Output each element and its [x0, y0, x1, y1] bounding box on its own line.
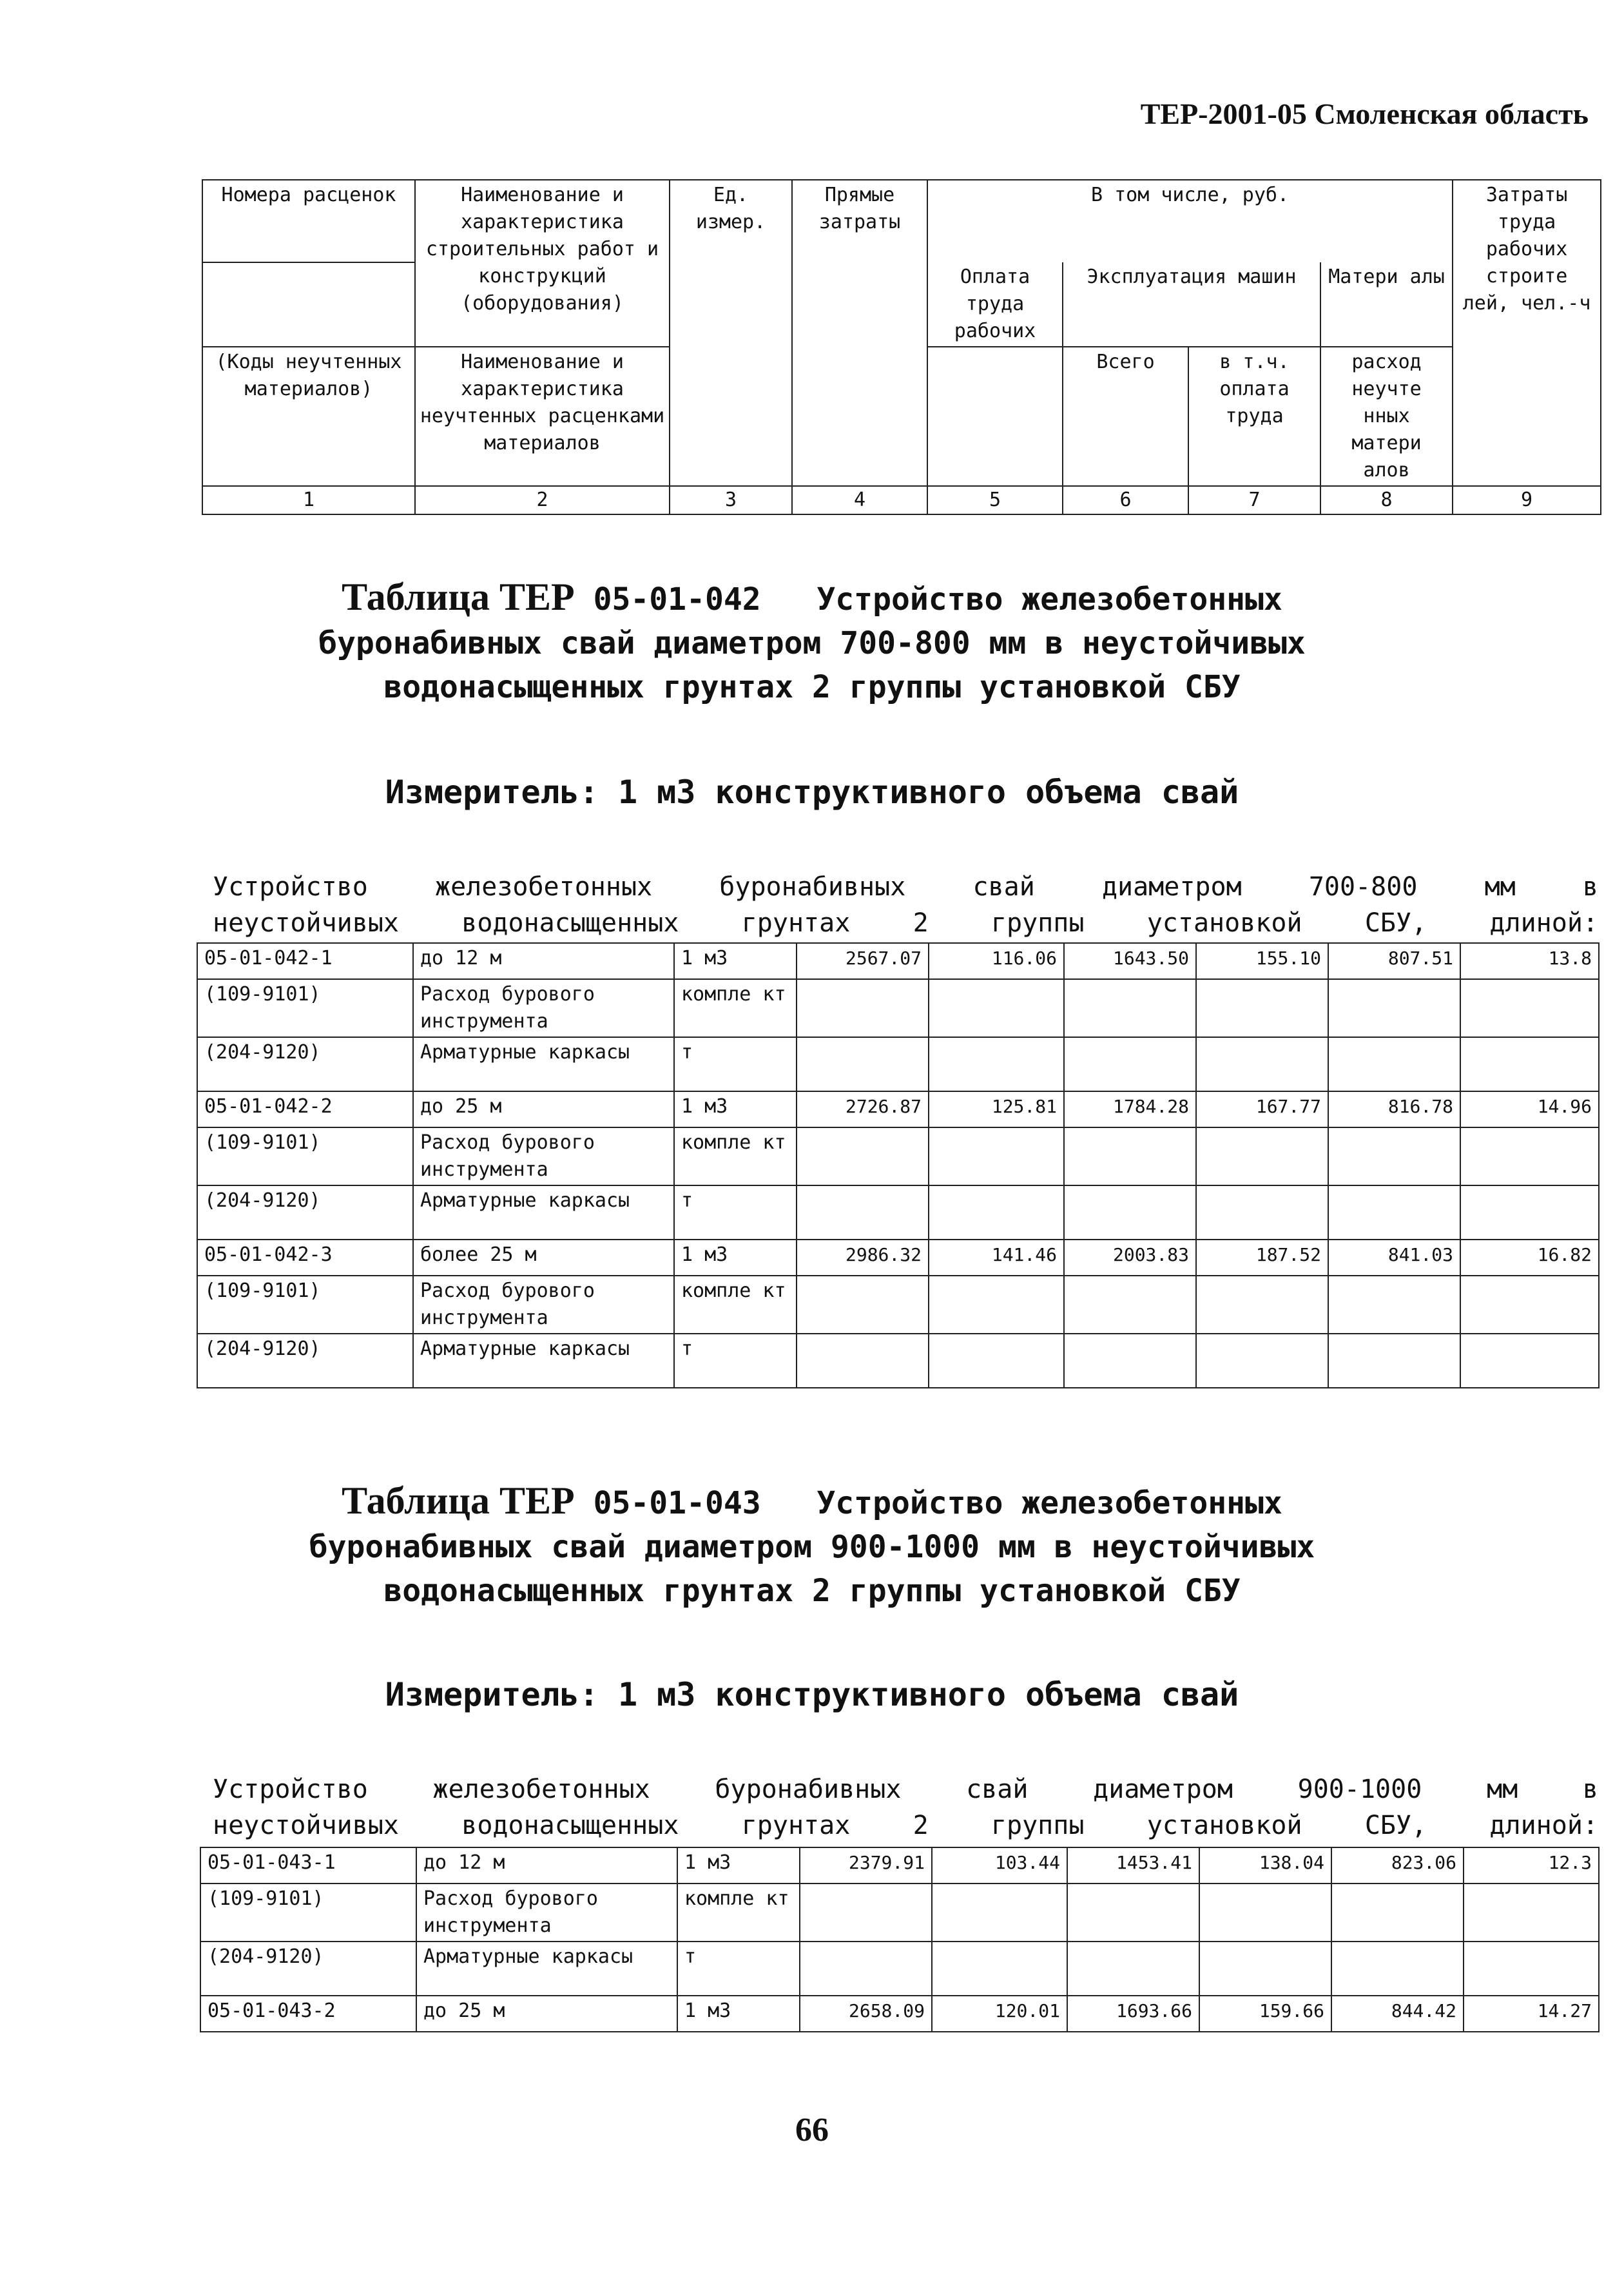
- section-description: [213, 869, 1598, 941]
- section-title: [0, 575, 1624, 709]
- cell-rate-code: (204-9120): [197, 1037, 413, 1091]
- table-row: [200, 1996, 1599, 2032]
- cell-labor-hours: [1464, 1884, 1599, 1942]
- hdr-work-name: Наименование и характеристика строительных работ и конструкций (оборудования): [415, 180, 670, 347]
- cell-item-name: Расход бурового инструмента: [416, 1884, 677, 1942]
- col-number: 7: [1188, 486, 1320, 514]
- cell-materials: [1331, 1884, 1464, 1942]
- cell-materials: [1328, 1127, 1460, 1185]
- cell-labor-hours: 16.82: [1460, 1240, 1599, 1276]
- cell-machine-labor: 187.52: [1196, 1240, 1328, 1276]
- col-number: 8: [1320, 486, 1453, 514]
- cell-machine-labor: [1196, 1037, 1328, 1091]
- cell-unit: компле кт: [674, 1276, 797, 1334]
- cell-direct-costs: [800, 1884, 932, 1942]
- cell-item-name: Расход бурового инструмента: [413, 1276, 674, 1334]
- col-number: 2: [415, 486, 670, 514]
- section-title: [0, 1479, 1624, 1613]
- cell-materials: [1328, 1037, 1460, 1091]
- cell-unit: т: [674, 1334, 797, 1388]
- cell-rate-code: 05-01-043-2: [200, 1996, 416, 2032]
- cell-unit: 1 м3: [674, 1091, 797, 1127]
- cell-unit: 1 м3: [674, 943, 797, 979]
- cell-machine-total: 1643.50: [1064, 943, 1196, 979]
- table-code: 05-01-042: [593, 581, 761, 618]
- cell-labor-hours: [1460, 1276, 1599, 1334]
- cell-labor-hours: [1460, 1127, 1599, 1185]
- cell-unit: компле кт: [677, 1884, 800, 1942]
- title-line: Устройство железобетонных: [817, 1485, 1282, 1521]
- cell-item-name: Расход бурового инструмента: [413, 1127, 674, 1185]
- hdr-machine-operation: Эксплуатация машин: [1063, 262, 1320, 347]
- table-prefix: Таблица ТЕР: [342, 576, 575, 618]
- cell-machine-total: [1064, 979, 1196, 1037]
- cell-labor-hours: 14.96: [1460, 1091, 1599, 1127]
- hdr-machine-labor: в т.ч. оплата труда: [1188, 347, 1320, 486]
- desc-line: неустойчивых водонасыщенных грунтах 2 группы установкой СБУ, длиной:: [213, 1811, 1598, 1840]
- cell-rate-code: 05-01-043-1: [200, 1847, 416, 1884]
- cell-item-name: более 25 м: [413, 1240, 674, 1276]
- cell-machine-labor: 138.04: [1199, 1847, 1331, 1884]
- cell-direct-costs: [797, 1037, 929, 1091]
- cell-rate-code: (109-9101): [197, 1127, 413, 1185]
- cell-direct-costs: [797, 979, 929, 1037]
- meter-line: Измеритель: 1 м3 конструктивного объема свай: [385, 1676, 1239, 1713]
- cell-direct-costs: [797, 1276, 929, 1334]
- title-line: буронабивных свай диаметром 900-1000 мм в неустойчивых: [309, 1529, 1315, 1565]
- cell-item-name: до 12 м: [416, 1847, 677, 1884]
- cell-unit: т: [674, 1185, 797, 1240]
- table-code: 05-01-043: [593, 1485, 761, 1521]
- cell-worker-pay: [929, 1334, 1064, 1388]
- cell-materials: 816.78: [1328, 1091, 1460, 1127]
- table-row: [200, 1942, 1599, 1996]
- desc-line: Устройство железобетонных буронабивных свай диаметром 900-1000 мм в: [213, 1775, 1598, 1804]
- cell-rate-code: (109-9101): [197, 979, 413, 1037]
- rates-table-042: [197, 942, 1600, 1388]
- meter-line: Измеритель: 1 м3 конструктивного объема свай: [385, 774, 1239, 811]
- cell-worker-pay: 103.44: [932, 1847, 1067, 1884]
- hdr-worker-pay: Оплата труда рабочих: [927, 262, 1063, 347]
- hdr-blank: [202, 262, 415, 347]
- col-number: 1: [202, 486, 415, 514]
- table-prefix: Таблица ТЕР: [342, 1479, 575, 1522]
- cell-item-name: Арматурные каркасы: [413, 1334, 674, 1388]
- cell-worker-pay: [929, 1185, 1064, 1240]
- cell-machine-labor: [1199, 1942, 1331, 1996]
- hdr-materials: Матери алы: [1320, 262, 1453, 347]
- col-number: 5: [927, 486, 1063, 514]
- col-number: 9: [1453, 486, 1601, 514]
- table-row: [197, 979, 1599, 1037]
- cell-machine-total: [1067, 1942, 1199, 1996]
- cell-item-name: Арматурные каркасы: [413, 1037, 674, 1091]
- cell-machine-labor: [1196, 1127, 1328, 1185]
- table-row: [200, 1847, 1599, 1884]
- cell-materials: [1328, 1185, 1460, 1240]
- cell-labor-hours: [1464, 1942, 1599, 1996]
- cell-materials: 807.51: [1328, 943, 1460, 979]
- table-row: [197, 1240, 1599, 1276]
- cell-rate-code: (109-9101): [197, 1276, 413, 1334]
- cell-unit: 1 м3: [677, 1996, 800, 2032]
- cell-materials: 823.06: [1331, 1847, 1464, 1884]
- table-row: [197, 1185, 1599, 1240]
- cell-labor-hours: [1460, 979, 1599, 1037]
- hdr-including: В том числе, руб.: [927, 180, 1453, 262]
- cell-worker-pay: [929, 979, 1064, 1037]
- hdr-unaccounted-materials: расход неучте нных матери алов: [1320, 347, 1453, 486]
- rates-table-043: [200, 1847, 1600, 2032]
- cell-machine-labor: 167.77: [1196, 1091, 1328, 1127]
- col-number: 6: [1063, 486, 1188, 514]
- cell-rate-code: 05-01-042-2: [197, 1091, 413, 1127]
- hdr-blank-5: [927, 347, 1063, 486]
- cell-unit: т: [674, 1037, 797, 1091]
- cell-machine-total: [1064, 1276, 1196, 1334]
- hdr-unit: Ед. измер.: [670, 180, 792, 486]
- cell-labor-hours: [1460, 1037, 1599, 1091]
- cell-direct-costs: 2986.32: [797, 1240, 929, 1276]
- cell-worker-pay: [929, 1037, 1064, 1091]
- cell-machine-total: [1064, 1185, 1196, 1240]
- cell-machine-total: [1064, 1127, 1196, 1185]
- cell-machine-labor: [1199, 1884, 1331, 1942]
- title-line: водонасыщенных грунтах 2 группы установкой СБУ: [383, 1573, 1241, 1609]
- cell-materials: 841.03: [1328, 1240, 1460, 1276]
- hdr-machine-total: Всего: [1063, 347, 1188, 486]
- cell-item-name: до 25 м: [413, 1091, 674, 1127]
- hdr-direct-costs: Прямые затраты: [792, 180, 927, 486]
- cell-worker-pay: [929, 1276, 1064, 1334]
- cell-rate-code: 05-01-042-1: [197, 943, 413, 979]
- cell-rate-code: (204-9120): [197, 1185, 413, 1240]
- cell-direct-costs: [800, 1942, 932, 1996]
- cell-rate-code: (109-9101): [200, 1884, 416, 1942]
- cell-rate-code: (204-9120): [197, 1334, 413, 1388]
- cell-materials: [1328, 1334, 1460, 1388]
- cell-machine-total: 2003.83: [1064, 1240, 1196, 1276]
- table-row: [200, 1884, 1599, 1942]
- cell-labor-hours: 12.3: [1464, 1847, 1599, 1884]
- cell-worker-pay: [932, 1884, 1067, 1942]
- hdr-material-codes: (Коды неучтенных материалов): [202, 347, 415, 486]
- cell-direct-costs: 2726.87: [797, 1091, 929, 1127]
- cell-item-name: Расход бурового инструмента: [413, 979, 674, 1037]
- cell-machine-total: 1453.41: [1067, 1847, 1199, 1884]
- cell-direct-costs: 2658.09: [800, 1996, 932, 2032]
- desc-line: неустойчивых водонасыщенных грунтах 2 группы установкой СБУ, длиной:: [213, 908, 1598, 938]
- cell-machine-labor: [1196, 1185, 1328, 1240]
- cell-unit: т: [677, 1942, 800, 1996]
- table-row: [197, 943, 1599, 979]
- cell-materials: [1328, 1276, 1460, 1334]
- cell-rate-code: 05-01-042-3: [197, 1240, 413, 1276]
- cell-unit: 1 м3: [677, 1847, 800, 1884]
- cell-unit: 1 м3: [674, 1240, 797, 1276]
- title-line: буронабивных свай диаметром 700-800 мм в неустойчивых: [318, 625, 1306, 661]
- cell-worker-pay: 125.81: [929, 1091, 1064, 1127]
- hdr-material-name: Наименование и характеристика неучтенных расценками материалов: [415, 347, 670, 486]
- table-row: [197, 1276, 1599, 1334]
- cell-direct-costs: 2379.91: [800, 1847, 932, 1884]
- table-row: [197, 1037, 1599, 1091]
- cell-labor-hours: 14.27: [1464, 1996, 1599, 2032]
- table-row: [197, 1091, 1599, 1127]
- cell-direct-costs: 2567.07: [797, 943, 929, 979]
- cell-worker-pay: 141.46: [929, 1240, 1064, 1276]
- cell-materials: [1328, 979, 1460, 1037]
- cell-machine-total: [1064, 1334, 1196, 1388]
- cell-direct-costs: [797, 1127, 929, 1185]
- table-row: [197, 1334, 1599, 1388]
- table-row: [197, 1127, 1599, 1185]
- cell-worker-pay: [929, 1127, 1064, 1185]
- page-number: 66: [795, 2112, 829, 2148]
- hdr-rate-numbers: Номера расценок: [202, 180, 415, 262]
- cell-machine-labor: [1196, 979, 1328, 1037]
- cell-machine-labor: 159.66: [1199, 1996, 1331, 2032]
- cell-machine-labor: [1196, 1334, 1328, 1388]
- cell-unit: компле кт: [674, 1127, 797, 1185]
- cell-materials: 844.42: [1331, 1996, 1464, 2032]
- section-description: [213, 1771, 1598, 1844]
- cell-item-name: до 25 м: [416, 1996, 677, 2032]
- col-number: 3: [670, 486, 792, 514]
- cell-item-name: Арматурные каркасы: [416, 1942, 677, 1996]
- cell-machine-total: 1784.28: [1064, 1091, 1196, 1127]
- cell-machine-total: [1067, 1884, 1199, 1942]
- cell-item-name: до 12 м: [413, 943, 674, 979]
- cell-unit: компле кт: [674, 979, 797, 1037]
- cell-machine-total: 1693.66: [1067, 1996, 1199, 2032]
- cell-labor-hours: [1460, 1334, 1599, 1388]
- cell-labor-hours: 13.8: [1460, 943, 1599, 979]
- column-header-table: [202, 179, 1601, 515]
- cell-worker-pay: 120.01: [932, 1996, 1067, 2032]
- cell-direct-costs: [797, 1334, 929, 1388]
- cell-worker-pay: [932, 1942, 1067, 1996]
- col-number: 4: [792, 486, 927, 514]
- cell-materials: [1331, 1942, 1464, 1996]
- cell-labor-hours: [1460, 1185, 1599, 1240]
- title-line: Устройство железобетонных: [817, 581, 1282, 618]
- title-line: водонасыщенных грунтах 2 группы установкой СБУ: [383, 669, 1241, 705]
- cell-machine-labor: [1196, 1276, 1328, 1334]
- desc-line: Устройство железобетонных буронабивных свай диаметром 700-800 мм в: [213, 872, 1598, 902]
- hdr-labor-costs: Затраты труда рабочих строите лей, чел.-ч: [1453, 180, 1601, 486]
- running-title: ТЕР-2001-05 Смоленская область: [1140, 97, 1589, 130]
- cell-worker-pay: 116.06: [929, 943, 1064, 979]
- cell-rate-code: (204-9120): [200, 1942, 416, 1996]
- cell-machine-total: [1064, 1037, 1196, 1091]
- cell-direct-costs: [797, 1185, 929, 1240]
- cell-item-name: Арматурные каркасы: [413, 1185, 674, 1240]
- cell-machine-labor: 155.10: [1196, 943, 1328, 979]
